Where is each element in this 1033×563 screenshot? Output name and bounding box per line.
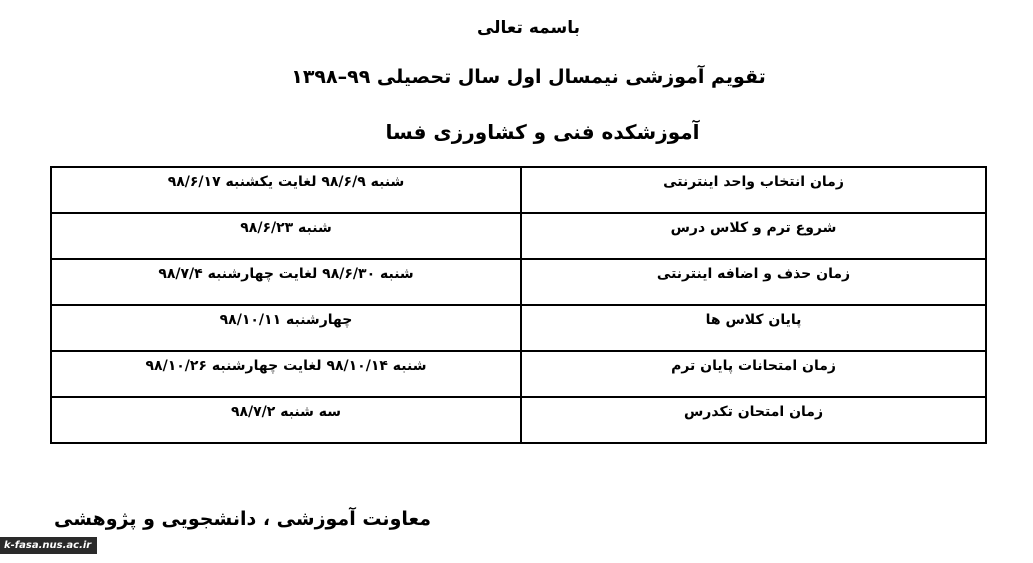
schedule-table [50, 166, 987, 444]
signature-office: معاونت آموزشی ، دانشجویی و پژوهشی [54, 508, 432, 530]
event-cell: زمان حذف و اضافه اینترنتی [521, 259, 986, 305]
heading-basmeh: باسمه تعالی [476, 18, 581, 38]
heading-institution: آموزشکده فنی و کشاورزی فسا [385, 120, 700, 144]
heading-calendar-title: تقویم آموزشی نیمسال اول سال تحصیلی ۹۹–۱۳۹۸ [291, 66, 766, 88]
table-row [51, 397, 986, 443]
date-cell: شنبه ۹۸/۶/۳۰ لغایت چهارشنبه ۹۸/۷/۴ [51, 259, 521, 305]
event-cell: زمان امتحان تکدرس [521, 397, 986, 443]
event-cell: شروع ترم و کلاس درس [521, 213, 986, 259]
date-cell: شنبه ۹۸/۶/۲۳ [51, 213, 521, 259]
event-cell: زمان انتخاب واحد اینترنتی [521, 167, 986, 213]
table-row [51, 213, 986, 259]
table-row [51, 259, 986, 305]
website-watermark: k-fasa.nus.ac.ir [0, 537, 97, 554]
event-cell: زمان امتحانات پایان ترم [521, 351, 986, 397]
event-cell: پایان کلاس ها [521, 305, 986, 351]
table-row [51, 305, 986, 351]
table-row [51, 351, 986, 397]
date-cell: سه شنبه ۹۸/۷/۲ [51, 397, 521, 443]
date-cell: چهارشنبه ۹۸/۱۰/۱۱ [51, 305, 521, 351]
date-cell: شنبه ۹۸/۱۰/۱۴ لغایت چهارشنبه ۹۸/۱۰/۲۶ [51, 351, 521, 397]
date-cell: شنبه ۹۸/۶/۹ لغایت یکشنبه ۹۸/۶/۱۷ [51, 167, 521, 213]
table-row [51, 167, 986, 213]
